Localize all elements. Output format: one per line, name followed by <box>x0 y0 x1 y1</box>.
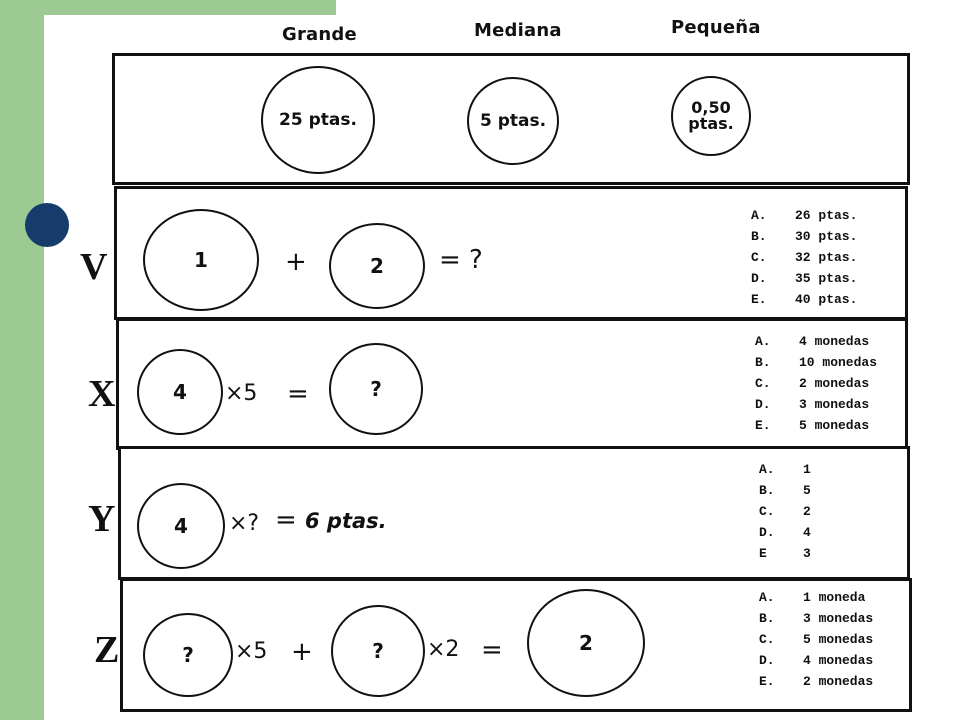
row-v-equals: = ? <box>439 245 483 275</box>
coin-small <box>671 76 751 156</box>
row-z-times-2: ×2 <box>427 637 460 662</box>
option-key: B. <box>759 611 775 626</box>
option-row[interactable] <box>759 543 811 564</box>
option-key: E. <box>759 674 775 689</box>
option-value: 4 monedas <box>799 334 870 349</box>
row-y-times: ×? <box>229 511 260 536</box>
option-key: D. <box>759 525 775 540</box>
option-row[interactable] <box>759 522 811 543</box>
option-value: 3 monedas <box>803 611 874 626</box>
label-medium: Mediana <box>474 20 562 41</box>
option-row[interactable] <box>759 608 873 629</box>
row-z-coin-2-value: ? <box>372 639 384 663</box>
row-v-options <box>751 205 857 310</box>
option-key: D. <box>759 653 775 668</box>
option-value: 4 <box>803 525 811 540</box>
row-y-equals: = <box>275 505 297 535</box>
option-value: 1 moneda <box>803 590 866 605</box>
option-value: 1 <box>803 462 811 477</box>
option-key: E <box>759 546 767 561</box>
option-row[interactable] <box>755 331 877 352</box>
option-key: B. <box>755 355 771 370</box>
option-row[interactable] <box>751 268 857 289</box>
row-z-coin-1-value: ? <box>182 643 194 667</box>
option-row[interactable] <box>751 289 857 310</box>
option-value: 35 ptas. <box>795 271 858 286</box>
option-key: E. <box>751 292 767 307</box>
row-v-coin-2 <box>329 223 425 309</box>
option-row[interactable] <box>751 226 857 247</box>
option-value: 3 monedas <box>799 397 870 412</box>
option-key: C. <box>759 632 775 647</box>
coin-medium <box>467 77 559 165</box>
option-row[interactable] <box>751 205 857 226</box>
option-key: A. <box>759 462 775 477</box>
option-value: 2 monedas <box>799 376 870 391</box>
option-value: 40 ptas. <box>795 292 858 307</box>
option-key: D. <box>751 271 767 286</box>
coin-large-value: 25 ptas. <box>279 109 357 130</box>
option-row[interactable] <box>759 459 811 480</box>
option-key: B. <box>759 483 775 498</box>
option-row[interactable] <box>755 415 877 436</box>
option-row[interactable] <box>755 373 877 394</box>
row-z-times-1: ×5 <box>235 639 268 664</box>
option-value: 5 monedas <box>799 418 870 433</box>
row-x-times: ×5 <box>225 381 258 406</box>
row-z-coin-2 <box>331 605 425 697</box>
option-row[interactable] <box>759 587 873 608</box>
top-decor-strip <box>80 0 336 15</box>
option-key: A. <box>759 590 775 605</box>
option-row[interactable] <box>759 501 811 522</box>
row-y-coin-1 <box>137 483 225 569</box>
row-x-box <box>116 318 908 450</box>
row-v-coin-1 <box>143 209 259 311</box>
coin-large <box>261 66 375 174</box>
coin-small-value-line1: 0,50 <box>691 98 731 117</box>
row-y-result: 6 ptas. <box>305 509 387 533</box>
option-key: C. <box>759 504 775 519</box>
row-z-equals: = <box>481 635 503 665</box>
label-large: Grande <box>282 24 357 45</box>
option-key: E. <box>755 418 771 433</box>
option-key: D. <box>755 397 771 412</box>
option-value: 2 <box>803 504 811 519</box>
option-value: 3 <box>803 546 811 561</box>
option-value: 26 ptas. <box>795 208 858 223</box>
row-v-coin-1-value: 1 <box>194 248 208 272</box>
option-value: 2 monedas <box>803 674 874 689</box>
option-row[interactable] <box>755 394 877 415</box>
coin-small-value-line2: ptas. <box>688 114 734 133</box>
option-row[interactable] <box>759 480 811 501</box>
row-letter-x: X <box>88 373 116 415</box>
row-z-coin-3 <box>527 589 645 697</box>
row-z-plus: + <box>291 637 313 667</box>
option-value: 5 <box>803 483 811 498</box>
row-x-coin-1 <box>137 349 223 435</box>
option-value: 10 monedas <box>799 355 878 370</box>
row-x-equals: = <box>287 379 309 409</box>
row-y-coin-1-value: 4 <box>174 514 188 538</box>
option-value: 30 ptas. <box>795 229 858 244</box>
option-row[interactable] <box>755 352 877 373</box>
label-small: Pequeña <box>671 17 761 38</box>
row-y-options <box>759 459 811 564</box>
option-key: B. <box>751 229 767 244</box>
option-key: A. <box>751 208 767 223</box>
row-v-box <box>114 186 908 320</box>
row-x-coin-1-value: 4 <box>173 380 187 404</box>
option-value: 32 ptas. <box>795 250 858 265</box>
option-row[interactable] <box>759 629 873 650</box>
row-z-coin-1 <box>143 613 233 697</box>
row-z-coin-3-value: 2 <box>579 631 593 655</box>
option-row[interactable] <box>751 247 857 268</box>
row-x-coin-2 <box>329 343 423 435</box>
row-letter-y: Y <box>88 498 116 540</box>
row-letter-v: V <box>80 246 108 288</box>
option-key: C. <box>755 376 771 391</box>
row-v-coin-2-value: 2 <box>370 254 384 278</box>
row-x-coin-2-value: ? <box>370 377 382 401</box>
row-z-options <box>759 587 873 692</box>
coin-medium-value: 5 ptas. <box>479 110 547 131</box>
row-y-box <box>118 446 910 580</box>
option-row[interactable] <box>759 650 873 671</box>
row-z-box <box>120 578 912 712</box>
reference-box <box>112 53 910 185</box>
option-value: 4 monedas <box>803 653 874 668</box>
option-row[interactable] <box>759 671 873 692</box>
bullet-dot <box>25 203 69 247</box>
row-letter-z: Z <box>94 629 120 671</box>
row-v-plus: + <box>285 247 307 277</box>
option-value: 5 monedas <box>803 632 874 647</box>
row-x-options <box>755 331 877 436</box>
option-key: A. <box>755 334 771 349</box>
option-key: C. <box>751 250 767 265</box>
